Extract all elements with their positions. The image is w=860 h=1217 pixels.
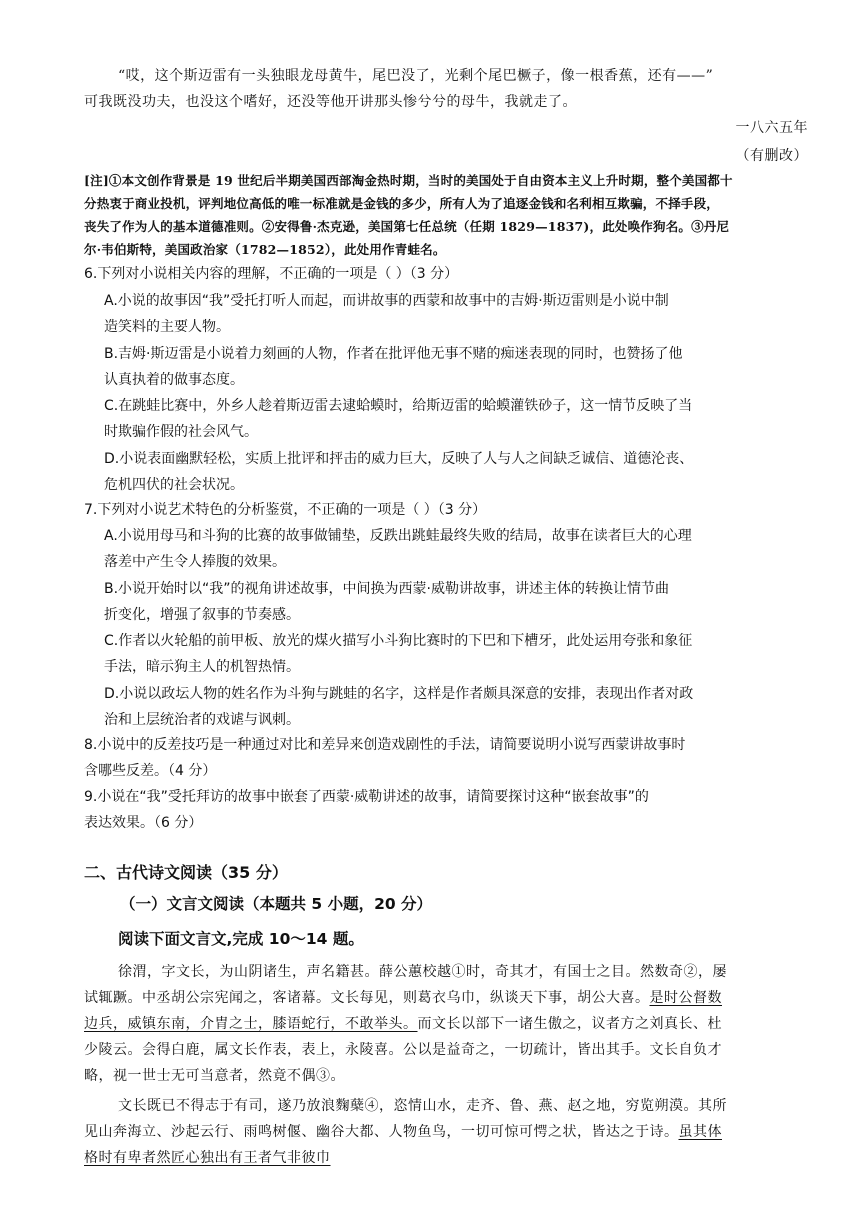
annotation-line: 分热衷于商业投机，评判地位高低的唯一标准就是金钱的多少，所有人为了追逐金钱和名利相互欺骗，不择手段， xyxy=(84,196,720,211)
question-9-stem: 9.小说在“我”受托拜访的故事中嵌套了西蒙·威勒讲述的故事，请简要探讨这种“嵌套故事”的 xyxy=(84,789,649,805)
question-6-stem: 6.下列对小说相关内容的理解，不正确的一项是（ ）（3 分） xyxy=(84,266,459,282)
passage-text: 试辄蹶。中丞胡公宗宪闻之，客诸幕。文长每见，则葛衣乌巾，纵谈天下事，胡公大喜。 xyxy=(84,990,650,1006)
story-dialogue-line: “哎，这个斯迈雷有一头独眼龙母黄牛，尾巴没了，光剩个尾巴橛子，像一根香蕉，还有——” xyxy=(118,68,714,84)
passage-line: 徐渭，字文长，为山阴诸生，声名籍甚。薛公蕙校越①时，奇其才，有国士之目。然数奇②，屡 xyxy=(118,964,727,980)
passage-line: 文长既已不得志于有司，遂乃放浪麴蘖④，恣情山水，走齐、鲁、燕、赵之地，穷览朔漠。其所 xyxy=(118,1098,727,1114)
passage-line xyxy=(84,1122,722,1142)
reading-instruction: 阅读下面文言文,完成 10～14 题。 xyxy=(118,930,364,948)
question-7-option-b: B.小说开始时以“我”的视角讲述故事，中间换为西蒙·威勒讲故事，讲述主体的转换让情节曲 xyxy=(104,581,670,597)
passage-line xyxy=(84,1148,331,1168)
question-8-stem: 8.小说中的反差技巧是一种通过对比和差异来创造戏剧性的手法，请简要说明小说写西蒙讲故事时 xyxy=(84,737,686,753)
passage-line xyxy=(84,988,722,1008)
story-closing-line: 可我既没功夫，也没这个嗜好，还没等他开讲那头惨兮兮的母牛，我就走了。 xyxy=(84,94,577,110)
question-7-option-a-cont: 落差中产生令人捧腹的效果。 xyxy=(104,554,286,570)
question-9-stem-cont: 表达效果。（6 分） xyxy=(84,815,203,831)
question-6-option-d: D.小说表面幽默轻松，实质上批评和抨击的威力巨大，反映了人与人之间缺乏诚信、道德沦丧、 xyxy=(104,451,694,467)
story-year: 一八六五年 xyxy=(735,120,808,136)
passage-line: 少陵云。会得白鹿，属文长作表，表上，永陵喜。公以是益奇之，一切疏计，皆出其手。文长自负才 xyxy=(84,1042,722,1058)
underlined-sentence: 格时有卑者然匠心独出有王者气非彼巾 xyxy=(84,1150,331,1166)
underlined-sentence: 是时公督数 xyxy=(649,990,722,1006)
question-7-option-c-cont: 手法，暗示狗主人的机智热情。 xyxy=(104,659,300,675)
annotation-line: 丧失了作为人的基本道德准则。②安得鲁·杰克逊，美国第七任总统（任期 1829—1837)，此处唤作狗名。③丹尼 xyxy=(84,219,730,234)
question-7-stem: 7.下列对小说艺术特色的分析鉴赏，不正确的一项是（ ）（3 分） xyxy=(84,502,487,518)
question-6-option-c: C.在跳蛙比赛中，外乡人趁着斯迈雷去逮蛤蟆时，给斯迈雷的蛤蟆灌铁砂子，这一情节反映了当 xyxy=(104,398,693,414)
question-7-option-c: C.作者以火轮船的前甲板、放光的煤火描写小斗狗比赛时的下巴和下槽牙，此处运用夸张和象征 xyxy=(104,633,693,649)
question-7-option-d-cont: 治和上层统治者的戏谑与讽刺。 xyxy=(104,712,300,728)
question-6-option-a-cont: 造笑料的主要人物。 xyxy=(104,319,230,335)
question-6-option-c-cont: 时欺骗作假的社会风气。 xyxy=(104,424,258,440)
annotation-line: 尔·韦伯斯特，美国政治家（1782—1852），此处用作青蛙名。 xyxy=(84,242,446,257)
question-6-option-b-cont: 认真执着的做事态度。 xyxy=(104,372,244,388)
question-7-option-d: D.小说以政坛人物的姓名作为斗狗与跳蛙的名字，这样是作者颇具深意的安排，表现出作者对政 xyxy=(104,686,694,702)
passage-text: 而文长以部下一诸生傲之，议者方之刘真长、杜 xyxy=(417,1016,722,1032)
section-2-title: 二、古代诗文阅读（35 分） xyxy=(84,863,288,882)
annotation-line: [注]①本文创作背景是 19 世纪后半期美国西部淘金热时期，当时的美国处于自由资本主义上升时期，整个美国都十 xyxy=(84,173,733,188)
passage-line: 略，视一世士无可当意者，然竟不偶③。 xyxy=(84,1068,345,1084)
underlined-sentence: 虽其体 xyxy=(678,1124,722,1140)
question-6-option-a: A.小说的故事因“我”受托打听人而起，而讲故事的西蒙和故事中的吉姆·斯迈雷则是小说中制 xyxy=(104,293,669,309)
question-7-option-a: A.小说用母马和斗狗的比赛的故事做铺垫，反跌出跳蛙最终失败的结局，故事在读者巨大的心理 xyxy=(104,528,692,544)
passage-text: 见山奔海立、沙起云行、雨鸣树偃、幽谷大都、人物鱼鸟，一切可惊可愕之状，皆达之于诗。 xyxy=(84,1124,679,1140)
story-edit-note: （有删改） xyxy=(735,148,808,164)
question-7-option-b-cont: 折变化，增强了叙事的节奏感。 xyxy=(104,607,300,623)
section-2-subtitle: （一）文言文阅读（本题共 5 小题，20 分） xyxy=(120,895,433,913)
question-6-option-b: B.吉姆·斯迈雷是小说着力刻画的人物，作者在批评他无事不赌的痴迷表现的同时，也赞扬了他 xyxy=(104,346,683,362)
underlined-sentence: 边兵，威镇东南，介胄之士，膝语蛇行，不敢举头。 xyxy=(84,1016,418,1032)
passage-line xyxy=(84,1014,722,1034)
question-8-stem-cont: 含哪些反差。（4 分） xyxy=(84,763,217,779)
question-6-option-d-cont: 危机四伏的社会状况。 xyxy=(104,477,244,493)
